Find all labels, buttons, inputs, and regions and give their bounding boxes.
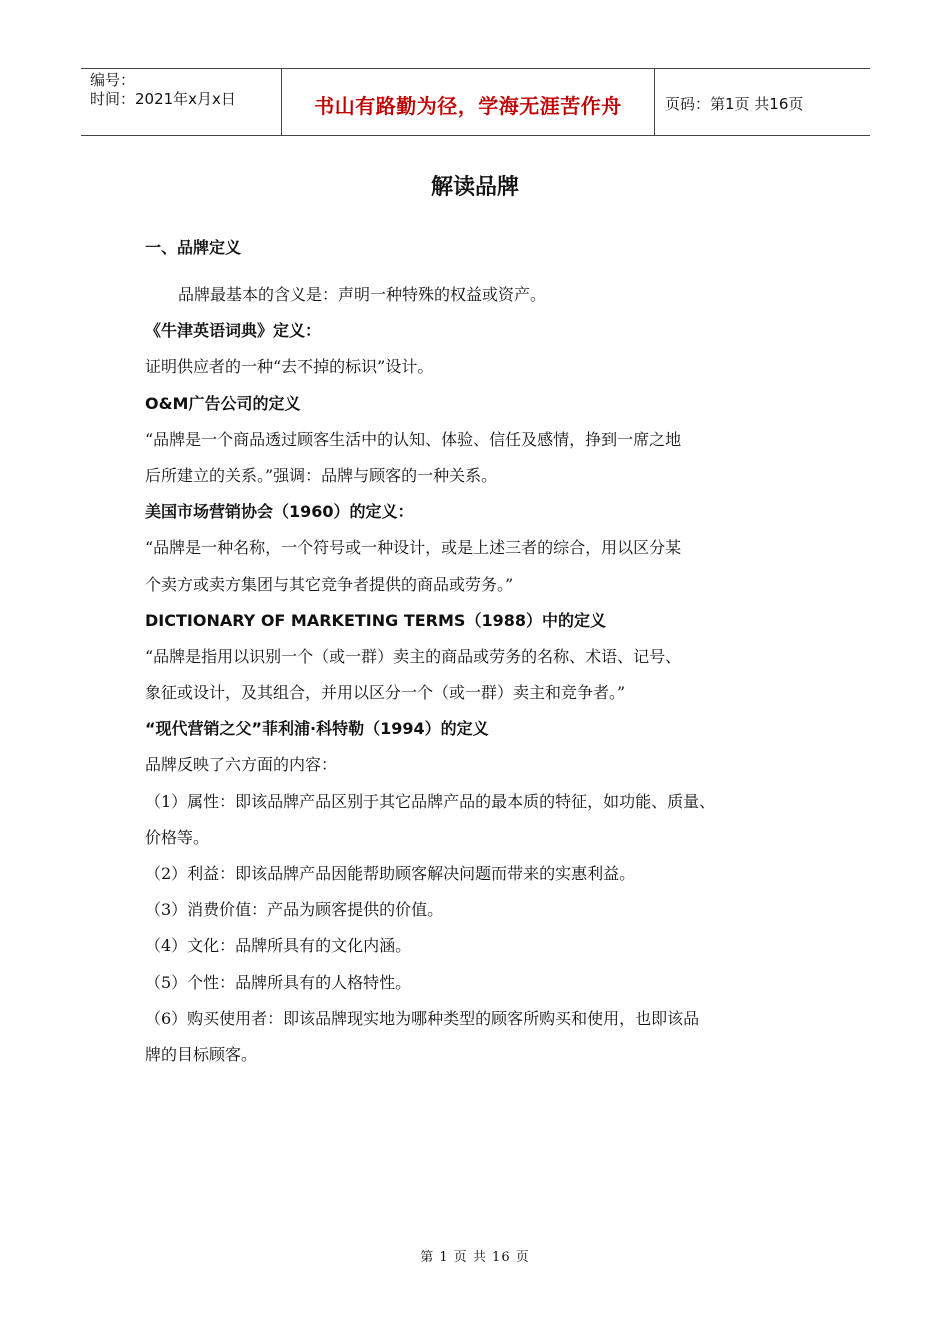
list-item-line: （1）属性：即该品牌产品区别于其它品牌产品的最本质的特征，如功能、质量、	[145, 791, 716, 811]
definition-heading: DICTIONARY OF MARKETING TERMS（1988）中的定义	[145, 610, 606, 630]
list-item-line: 价格等。	[145, 827, 210, 847]
paragraph-line: “品牌是指用以识别一个（或一群）卖主的商品或劳务的名称、术语、记号、	[145, 646, 682, 666]
definition-heading: 美国市场营销协会（1960）的定义：	[145, 502, 414, 522]
list-item-line: （2）利益：即该品牌产品因能帮助顾客解决问题而带来的实惠利益。	[145, 864, 636, 883]
header-meta	[81, 69, 281, 135]
definition-heading: “现代营销之父”菲利浦·科特勒（1994）的定义	[145, 719, 489, 739]
paragraph-line: 品牌反映了六方面的内容：	[145, 755, 338, 775]
definition-heading: 《牛津英语词典》定义：	[145, 321, 322, 341]
list-item-line: 牌的目标顾客。	[145, 1044, 258, 1064]
list-item-line: （3）消费价值：产品为顾客提供的价值。	[145, 900, 444, 920]
paragraph-line: 后所建立的关系。”强调：品牌与顾客的一种关系。	[145, 465, 498, 485]
document-title: 解读品牌	[430, 174, 519, 200]
paragraph-line: 象征或设计，及其组合，并用以区分一个（或一群）卖主和竞争者。”	[145, 683, 626, 703]
paragraph-line: 品牌最基本的含义是：声明一种特殊的权益或资产。	[178, 285, 547, 304]
list-item-line: （4）文化：品牌所具有的文化内涵。	[145, 936, 412, 956]
paragraph-line: “品牌是一个商品透过顾客生活中的认知、体验、信任及感情，挣到一席之地	[145, 429, 682, 449]
paragraph-line: 个卖方或卖方集团与其它竞争者提供的商品或劳务。”	[145, 574, 514, 594]
header-motto: 书山有路勤为径，学海无涯苦作舟	[314, 93, 622, 118]
list-item-line: （5）个性：品牌所具有的人格特性。	[145, 972, 412, 992]
page-footer: 第 1 页 共 16 页	[420, 1250, 530, 1265]
document-date: 时间：2021年x月x日	[90, 90, 236, 108]
paragraph-line: 证明供应者的一种“去不掉的标识”设计。	[145, 357, 434, 377]
paragraph-line: “品牌是一种名称，一个符号或一种设计，或是上述三者的综合，用以区分某	[145, 538, 682, 558]
document-body	[145, 233, 825, 1073]
header-motto-cell	[281, 69, 655, 135]
header-page-info	[655, 69, 870, 135]
list-item-line: （6）购买使用者：即该品牌现实地为哪种类型的顾客所购买和使用，也即该品	[145, 1008, 700, 1028]
definition-heading: O&M广告公司的定义	[145, 393, 301, 413]
section-heading: 一、品牌定义	[145, 238, 242, 257]
document-number-label: 编号：	[90, 71, 136, 89]
page-info-text: 页码：第1页 共16页	[665, 94, 804, 113]
page-header	[81, 68, 870, 136]
